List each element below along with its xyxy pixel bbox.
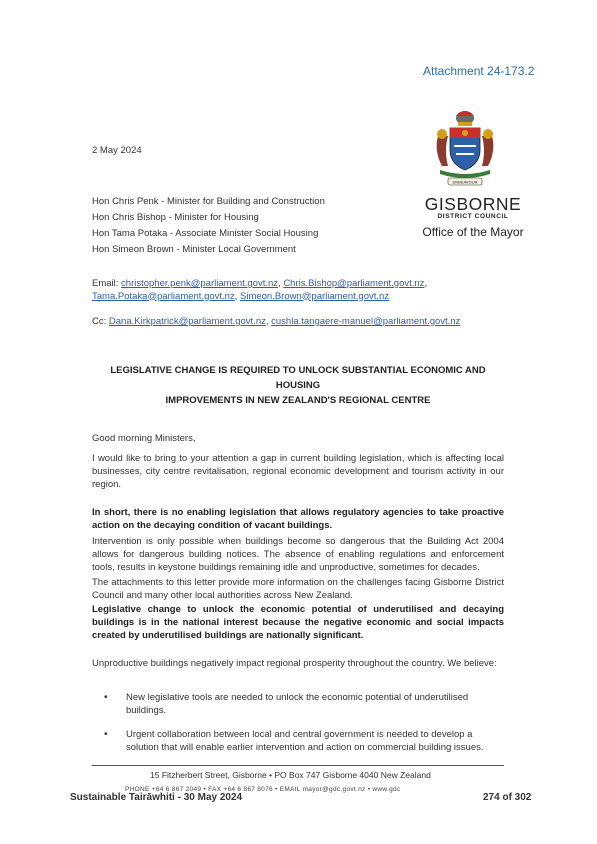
cc-block: Cc: Dana.Kirkpatrick@parliament.govt.nz, cushla.tangaere-manuel@parliament.govt.nz xyxy=(92,316,461,327)
paragraph-1: I would like to bring to your attention a gap in current building legislation, which is affecting local businesses, city centre revitalisation, regional economic development and tourism activity in our region. xyxy=(92,453,504,490)
council-name: GISBORNE xyxy=(424,194,522,214)
cc-label: Cc: xyxy=(92,316,107,327)
email-link-bishop[interactable]: Chris.Bishop@parliament.govt.nz xyxy=(283,278,425,289)
heading-line: LEGISLATIVE CHANGE IS REQUIRED TO UNLOCK SUBSTANTIAL ECONOMIC AND HOUSING xyxy=(110,365,486,391)
paragraph-3: Intervention is only possible when buildings become so dangerous that the Building Act 2004 allows for dangerous building notices. The absence of enabling regulations and enforcement tools, results in keystone buildings remaining idle and unproductive, sometimes for decades. xyxy=(92,536,504,573)
footer-contact: PHONE +64 6 867 2049 • FAX +64 6 867 8076 • EMAIL mayor@gdc.govt.nz • www.gdc xyxy=(125,786,401,793)
recipient-line: Hon Tama Potaka - Associate Minister Social Housing xyxy=(92,228,319,239)
recipient-line: Hon Chris Bishop - Minister for Housing xyxy=(92,212,259,223)
email-link-potaka[interactable]: Tama.Potaka@parliament.govt.nz xyxy=(92,290,235,302)
recipient-line: Hon Chris Penk - Minister for Building and Construction xyxy=(92,196,325,207)
letter-heading xyxy=(92,363,504,408)
recipient-list xyxy=(92,194,325,258)
bullet-dot-icon: • xyxy=(104,729,108,740)
council-crest-logo xyxy=(432,106,498,188)
letter-date: 2 May 2024 xyxy=(92,145,142,156)
recipient-line: Hon Simeon Brown - Minister Local Government xyxy=(92,244,296,255)
footer-address: 15 Fitzherbert Street, Gisborne • PO Box 747 Gisborne 4040 New Zealand xyxy=(150,770,431,780)
office-of-mayor: Office of the Mayor xyxy=(422,225,524,239)
paragraph-4: The attachments to this letter provide more information on the challenges facing Gisborne District Council and many other local authorities across New Zealand. xyxy=(92,577,504,601)
bullet-dot-icon: • xyxy=(104,692,108,703)
heading-line: IMPROVEMENTS IN NEW ZEALAND'S REGIONAL CENTRE xyxy=(165,395,431,406)
email-block: Email: christopher.penk@parliament.govt.nz, Chris.Bishop@parliament.govt.nz, Tama.Potaka@parliament.govt.nz, Simeon.Brown@parliament.govt.nz xyxy=(92,278,428,302)
paragraph-6: Unproductive buildings negatively impact regional prosperity throughout the country. We believe: xyxy=(92,658,497,669)
meeting-footer: Sustainable Tairāwhiti - 30 May 2024 xyxy=(70,792,243,803)
attachment-label: Attachment 24-173.2 xyxy=(423,64,535,78)
page-number: 274 of 302 xyxy=(483,792,532,803)
email-link-penk[interactable]: christopher.penk@parliament.govt.nz xyxy=(121,278,279,289)
council-subtitle: DISTRICT COUNCIL xyxy=(437,213,509,220)
crest-motto: ENDEAVOUR xyxy=(452,179,478,185)
paragraph-2: In short, there is no enabling legislation that allows regulatory agencies to take proactive action on the decaying condition of vacant buildings. xyxy=(92,507,504,531)
email-label: Email: xyxy=(92,278,119,289)
footer-divider xyxy=(92,765,504,766)
cc-link-tangaere-manuel[interactable]: cushla.tangaere-manuel@parliament.govt.nz xyxy=(271,316,461,327)
greeting: Good morning Ministers, xyxy=(92,433,196,444)
bullet-text: New legislative tools are needed to unlock the economic potential of underutilised buildings. xyxy=(126,692,469,716)
cc-link-kirkpatrick[interactable]: Dana.Kirkpatrick@parliament.govt.nz xyxy=(108,316,266,327)
email-link-brown[interactable]: Simeon.Brown@parliament.govt.nz xyxy=(240,290,390,302)
bullet-text: Urgent collaboration between local and central government is needed to develop a solution that will enable earlier intervention and action on commercial building issues. xyxy=(126,729,484,753)
paragraph-5: Legislative change to unlock the economic potential of underutilised and decaying buildings is in the national interest because the negative economic and social impacts created by underutilised buildings are nationally significant. xyxy=(92,604,504,641)
